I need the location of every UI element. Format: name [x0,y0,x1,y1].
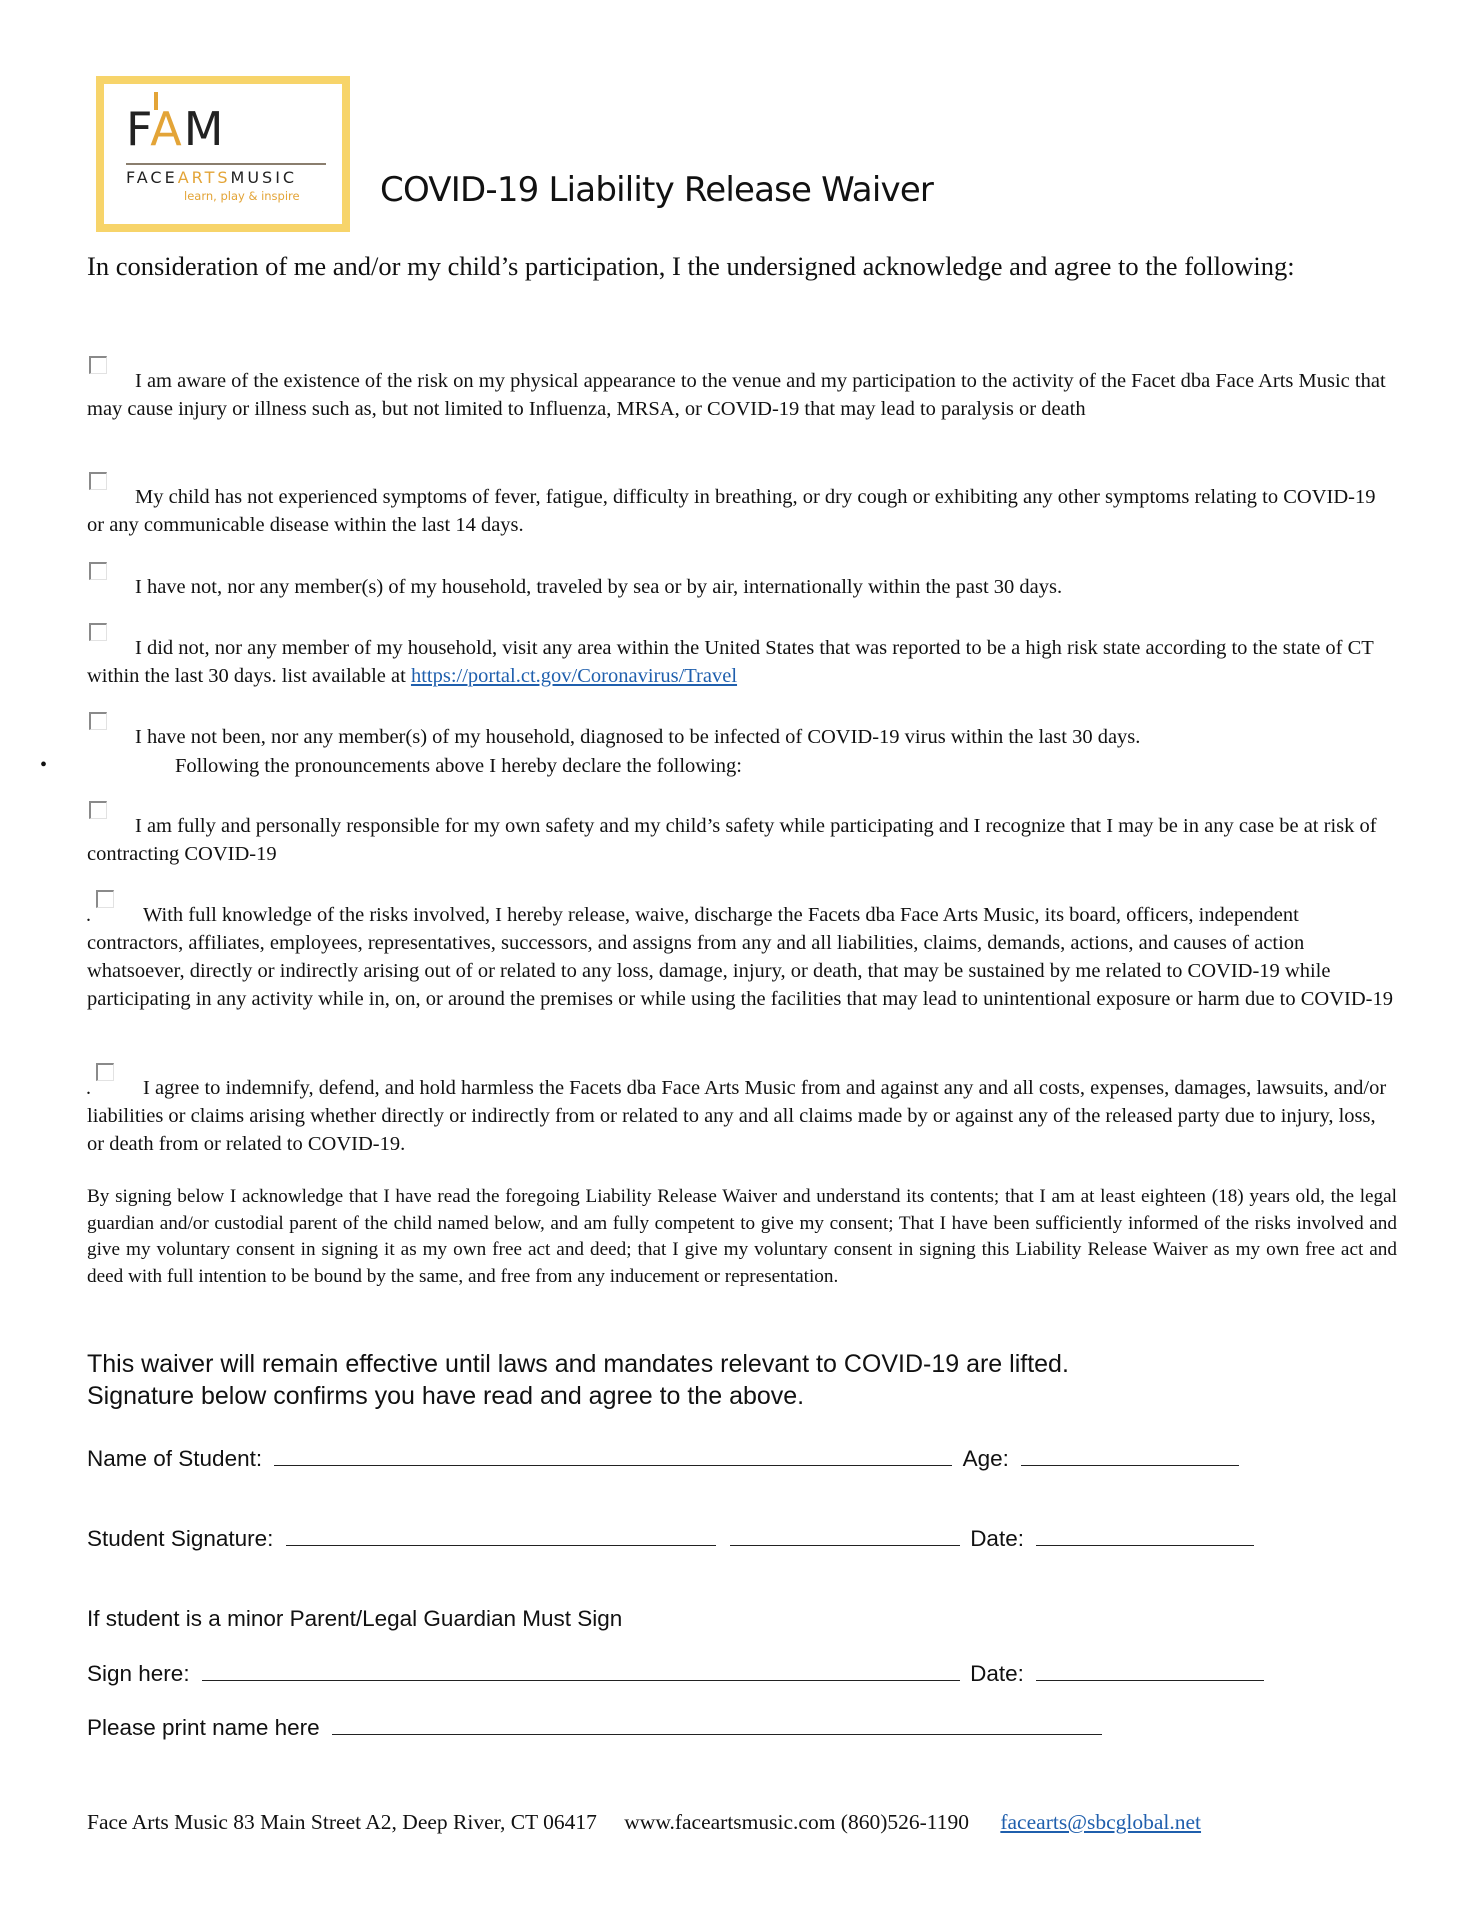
waiver-item-2 [87,468,1397,539]
footer-email-link[interactable]: facearts@sbcglobal.net [1000,1810,1202,1834]
document-title: COVID-19 Liability Release Waiver [380,170,934,210]
company-logo [96,76,350,232]
footer-website-phone: www.faceartsmusic.com (860)526-1190 [624,1810,969,1834]
item-prefix: . [86,1077,91,1099]
age-field[interactable] [1021,1443,1239,1466]
checkbox-2[interactable] [89,472,107,490]
item-prefix: . [86,904,91,926]
waiver-item-text [87,619,1397,690]
waiver-item-text: I agree to indemnify, defend, and hold harmless the Facets dba Face Arts Music from and against any and all costs, expenses, damages, lawsuits, and/or liabilities or claims arising whether directly or indirectly from or related to any and all claims made by or against any of the released party due to injury, loss, or death from or related to COVID-19. [87,1077,1387,1155]
guardian-sign-row [87,1658,1264,1688]
effective-notice-line-1: This waiver will remain effective until laws and mandates relevant to COVID-19 are lifted. [87,1350,1069,1378]
waiver-item-text: I have not been, nor any member(s) of my household, diagnosed to be infected of COVID-19 virus within the last 30 days. [135,726,1141,748]
checkbox-7[interactable] [96,890,114,908]
logo-wordmark [126,168,297,187]
guardian-date-label: Date: [970,1661,1024,1686]
age-label: Age: [962,1446,1009,1471]
footer [87,1808,1201,1836]
checkbox-8[interactable] [96,1063,114,1081]
logo-monogram-m: M [183,102,226,156]
student-name-label: Name of Student: [87,1446,263,1471]
logo-word-arts: ARTS [177,168,231,187]
waiver-item-8 [87,1059,1397,1158]
logo-monogram [126,102,226,156]
student-signature-label: Student Signature: [87,1526,274,1551]
waiver-item-7 [87,886,1397,1013]
waiver-item-4 [87,619,1397,690]
acknowledgement-paragraph: By signing below I acknowledge that I have read the foregoing Liability Release Waiver and understand its contents; that I am at least eighteen (18) years old, the legal guardian and/or custodial parent of the child named below, and am fully competent to give my consent; That I have been sufficiently informed of the risks involved and give my voluntary consent in signing it as my own free act and deed; that I give my voluntary consent in signing this Liability Release Waiver as my own free act and deed with full intention to be bound by the same, and free from any inducement or representation. [87,1186,1397,1288]
waiver-item-6 [87,797,1397,868]
minor-notice: If student is a minor Parent/Legal Guardian Must Sign [87,1606,623,1631]
print-name-row [87,1712,1102,1742]
logo-divider [126,163,326,165]
student-name-row [87,1443,1239,1473]
student-signature-field[interactable] [286,1523,716,1546]
waiver-item-5 [87,708,1397,751]
checkbox-6[interactable] [89,801,107,819]
checkbox-4[interactable] [89,623,107,641]
print-name-field[interactable] [332,1712,1102,1735]
waiver-item-text: I am aware of the existence of the risk on my physical appearance to the venue and my participation to the activity of the Facet dba Face Arts Music that may cause injury or illness such as, but not limited to Influenza, MRSA, or COVID-19 that may lead to paralysis or death [87,370,1386,420]
intro-text: In consideration of me and/or my child’s participation, I the undersigned acknowledge and agree to the following: [87,251,1295,281]
waiver-item-1 [87,352,1397,423]
checkbox-3[interactable] [89,562,107,580]
ct-travel-link[interactable]: https://portal.ct.gov/Coronavirus/Travel [410,665,738,687]
guardian-date-field[interactable] [1036,1658,1264,1681]
student-date-field[interactable] [1036,1523,1254,1546]
waiver-item-3 [87,558,1397,601]
checkbox-5[interactable] [89,712,107,730]
waiver-item-text: With full knowledge of the risks involved, I hereby release, waive, discharge the Facets dba Face Arts Music, its board, officers, independent contractors, affiliates, employees, representatives, successors, and assigns from any and all liabilities, claims, demands, actions, and causes of action whatsoever, directly or indirectly arising out of or related to any loss, damage, injury, or death, that may be sustained by me related to COVID-19 while participating in any activity while in, on, or around the premises or while using the facilities that may lead to unintentional exposure or harm due to COVID-19 [87,904,1393,1010]
guardian-signature-field[interactable] [202,1658,960,1681]
bullet-icon: • [40,754,48,776]
footer-address: Face Arts Music 83 Main Street A2, Deep River, CT 06417 [87,1810,597,1834]
student-date-label: Date: [970,1526,1024,1551]
checkbox-1[interactable] [89,356,107,374]
student-signature-field-extra[interactable] [730,1523,960,1546]
effective-notice-line-2: Signature below confirms you have read and agree to the above. [87,1382,805,1410]
declaration-lead-in: Following the pronouncements above I hereby declare the following: [175,755,743,777]
waiver-item-text: I am fully and personally responsible for my own safety and my child’s safety while participating and I recognize that I may be in any case be at risk of contracting COVID-19 [87,815,1377,865]
effective-notice [87,1348,1069,1412]
logo-word-face: FACE [126,168,178,187]
waiver-item-text: My child has not experienced symptoms of fever, fatigue, difficulty in breathing, or dry cough or exhibiting any other symptoms relating to COVID-19 or any communicable disease within the last 14 days. [87,486,1376,536]
logo-monogram-a: A [150,102,184,156]
sign-here-label: Sign here: [87,1661,190,1686]
logo-monogram-f: F [126,102,151,156]
logo-word-music: MUSIC [230,168,298,187]
student-signature-row [87,1523,1254,1553]
waiver-item-text: I have not, nor any member(s) of my household, traveled by sea or by air, internationally within the past 30 days. [135,576,1063,598]
waiver-item-text-body: I did not, nor any member of my household, visit any area within the United States that was reported to be a high risk state according to the state of CT within the last 30 days. list available at [87,637,1374,687]
logo-tagline: learn, play & inspire [184,189,300,203]
print-name-label: Please print name here [87,1715,320,1740]
student-name-field[interactable] [274,1443,952,1466]
